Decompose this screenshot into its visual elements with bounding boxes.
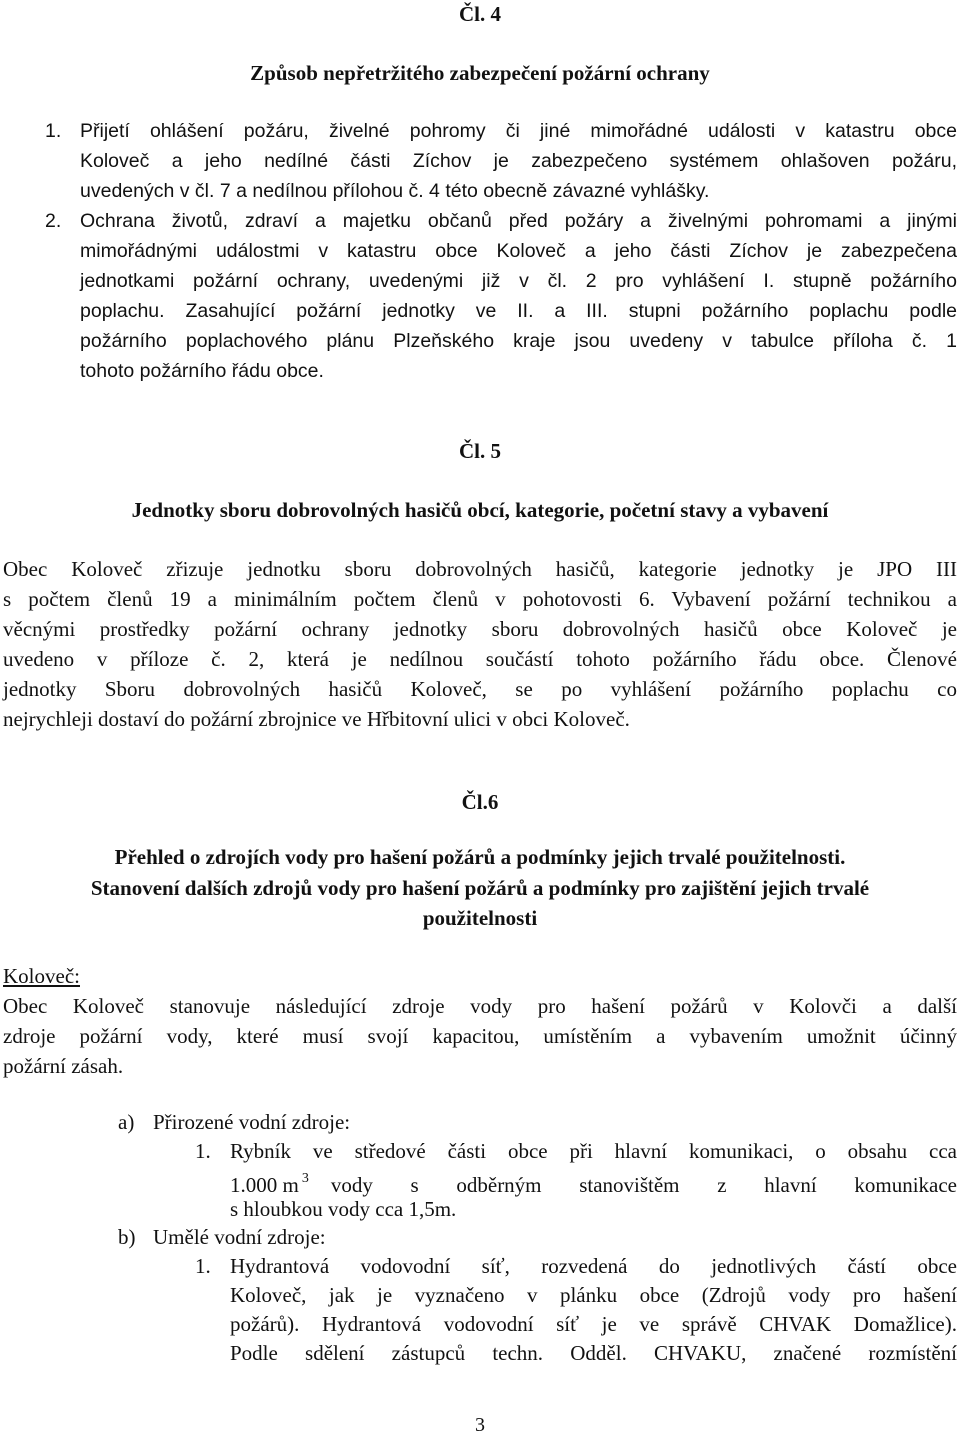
item-line-rest: vody s odběrným stanovištěm z hlavní komunikace [330, 1173, 957, 1197]
article-6-title-line: použitelnosti [422, 906, 538, 930]
item-line: Hydrantová vodovodní síť, rozvedená do jednotlivých částí obce [230, 1254, 957, 1278]
item-line: Koloveč a jeho nedílné části Zíchov je zabezpečeno systémem ohlašoven požáru, [80, 150, 957, 172]
paragraph-line: zdroje požární vody, které musí svojí kapacitou, umístěním a vybavením umožnit účinný [3, 1024, 957, 1048]
article-5-number: Čl. 5 [459, 439, 501, 463]
item-marker: 1. [45, 120, 62, 142]
item-line: Ochrana životů, zdraví a majetku občanů před požáry a živelnými pohromami a jinými [80, 210, 957, 232]
item-marker: 1. [195, 1254, 211, 1278]
item-line: s hloubkou vody cca 1,5m. [230, 1197, 457, 1221]
list-marker: b) [118, 1225, 136, 1249]
item-line: jednotkami požární ochrany, uvedenými již v čl. 2 pro vyhlášení I. stupně požárního [80, 270, 957, 292]
article-4-title: Způsob nepřetržitého zabezpečení požární ochrany [250, 61, 710, 85]
place-heading: Koloveč: [3, 964, 80, 988]
page-number: 3 [475, 1414, 485, 1436]
paragraph-line: nejrychleji dostaví do požární zbrojnice ve Hřbitovní ulici v obci Koloveč. [3, 707, 630, 731]
item-line: uvedených v čl. 7 a nedílnou přílohou č. 4 této obecně závazné vyhlášky. [80, 180, 710, 202]
item-marker: 1. [195, 1139, 211, 1163]
list-title: Přirozené vodní zdroje: [153, 1110, 351, 1134]
article-6-title-line: Přehled o zdrojích vody pro hašení požárů a podmínky jejich trvalé použitelnosti. [114, 845, 846, 869]
list-title: Umělé vodní zdroje: [153, 1225, 326, 1249]
item-line: mimořádnými událostmi v katastru obce Koloveč a jeho části Zíchov je zabezpečena [80, 240, 957, 262]
item-line: poplachu. Zasahující požární jednotky ve II. a III. stupni požárního poplachu podle [80, 300, 957, 322]
paragraph-line: Obec Koloveč zřizuje jednotku sboru dobrovolných hasičů, kategorie jednotky je JPO III [3, 557, 957, 581]
article-6-title-line: Stanovení dalších zdrojů vody pro hašení požárů a podmínky pro zajištění jejich trvalé [90, 876, 870, 900]
item-line: Přijetí ohlášení požáru, živelné pohromy či jiné mimořádné události v katastru obce [80, 120, 957, 142]
paragraph-line: požární zásah. [3, 1054, 124, 1078]
item-line: požárního poplachového plánu Plzeňského kraje jsou uvedeny v tabulce příloha č. 1 [80, 330, 957, 352]
paragraph-line: s počtem členů 19 a minimálním počtem členů v pohotovosti 6. Vybavení požární technikou a [3, 587, 957, 611]
paragraph-line: uvedeno v příloze č. 2, která je nedílnou součástí tohoto požárního řádu obce. Členové [3, 647, 957, 671]
item-line: Koloveč, jak je vyznačeno v plánku obce (Zdrojů vody pro hašení [230, 1283, 957, 1307]
article-5-title: Jednotky sboru dobrovolných hasičů obcí, kategorie, početní stavy a vybavení [131, 498, 829, 522]
item-line: tohoto požárního řádu obce. [80, 360, 324, 382]
article-4-number: Čl. 4 [459, 2, 501, 26]
paragraph-line: Obec Koloveč stanovuje následující zdroje vody pro hašení požárů v Kolovči a další [3, 994, 957, 1018]
item-line: požárů). Hydrantová vodovodní síť je ve správě CHVAK Domažlice). [230, 1312, 957, 1336]
paragraph-line: jednotky Sboru dobrovolných hasičů Koloveč, se po vyhlášení požárního poplachu co [3, 677, 957, 701]
list-marker: a) [118, 1110, 135, 1134]
item-line: Rybník ve středové části obce při hlavní komunikaci, o obsahu cca [230, 1139, 957, 1163]
item-marker: 2. [45, 210, 62, 232]
article-6-number: Čl.6 [461, 790, 499, 814]
superscript: 3 [301, 1171, 309, 1186]
item-line: Podle sdělení zástupců techn. Odděl. CHVAKU, značené rozmístění [230, 1341, 957, 1365]
paragraph-line: věcnými prostředky požární ochrany jednotky sboru dobrovolných hasičů obce Koloveč je [3, 617, 957, 641]
volume-value: 1.000 m [230, 1173, 299, 1197]
